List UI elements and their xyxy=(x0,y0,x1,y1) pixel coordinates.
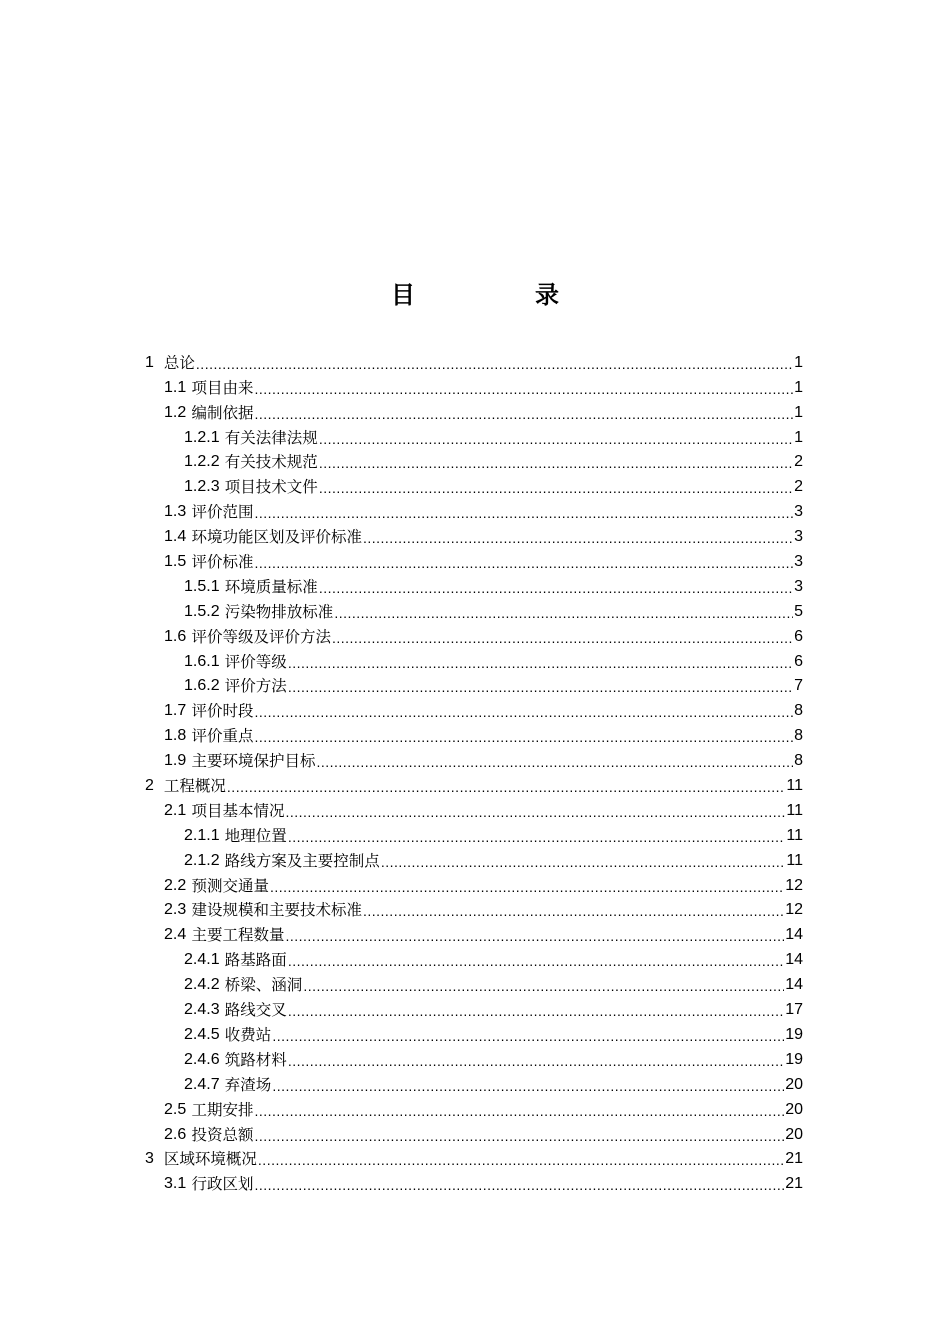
toc-entry-title: 污染物排放标准 xyxy=(224,602,334,621)
toc-entry-spacer xyxy=(220,1050,223,1070)
toc-entry-spacer xyxy=(186,1174,189,1194)
toc-entry-number: 1.2.1 xyxy=(184,428,220,446)
toc-leader-dots xyxy=(285,927,784,945)
toc-entry-number: 1.8 xyxy=(164,727,187,745)
toc-entry-page-number: 17 xyxy=(785,1001,803,1019)
toc-entry-title: 环境质量标准 xyxy=(224,577,318,596)
toc-entry-spacer xyxy=(220,477,223,497)
toc-entry-title: 工期安排 xyxy=(191,1100,254,1119)
toc-entry-level-3[interactable] xyxy=(0,572,803,597)
toc-entry-page-number: 3 xyxy=(794,577,803,595)
toc-entry-title: 主要环境保护目标 xyxy=(191,752,316,771)
toc-entry-title: 评价等级及评价方法 xyxy=(191,627,331,646)
toc-entry-spacer xyxy=(220,652,223,672)
toc-entry-title: 评价标准 xyxy=(191,553,254,572)
toc-entry-spacer xyxy=(186,527,189,547)
toc-entry-spacer xyxy=(220,676,223,696)
toc-entry-title: 评价范围 xyxy=(191,503,254,522)
toc-entry-number: 2.4.6 xyxy=(184,1050,220,1068)
toc-entry-title: 收费站 xyxy=(224,1025,272,1044)
toc-entry-number: 2.3 xyxy=(164,901,187,919)
toc-entry-title: 编制依据 xyxy=(191,403,254,422)
toc-entry-number: 2.1 xyxy=(164,801,187,819)
toc-entry-title: 主要工程数量 xyxy=(191,926,285,945)
toc-entry-level-1[interactable] xyxy=(0,1145,803,1170)
toc-entry-page-number: 20 xyxy=(785,1125,803,1143)
toc-entry-number: 2.4.3 xyxy=(184,1001,220,1019)
toc-entry-spacer xyxy=(186,552,189,572)
toc-entry-level-3[interactable] xyxy=(0,472,803,497)
toc-leader-dots xyxy=(381,853,786,871)
toc-entry-title: 有关技术规范 xyxy=(224,453,318,472)
toc-entry-number: 3.1 xyxy=(164,1175,187,1193)
toc-entry-level-2[interactable] xyxy=(0,920,803,945)
toc-leader-dots xyxy=(288,828,786,846)
toc-entry-number: 1.5.2 xyxy=(184,602,220,620)
toc-entry-page-number: 6 xyxy=(794,652,803,670)
toc-entry-number: 1.5.1 xyxy=(184,577,220,595)
toc-entry-level-2[interactable] xyxy=(0,497,803,522)
toc-entry-spacer xyxy=(186,876,189,896)
toc-entry-title: 弃渣场 xyxy=(224,1075,272,1094)
toc-leader-dots xyxy=(285,803,785,821)
toc-entry-title: 路线交叉 xyxy=(224,1001,287,1020)
toc-leader-dots xyxy=(288,952,784,970)
toc-leader-dots xyxy=(227,778,785,796)
toc-entry-number: 1.1 xyxy=(164,378,187,396)
toc-entry-title: 总论 xyxy=(163,353,195,372)
toc-entry-page-number: 14 xyxy=(785,926,803,944)
toc-entry-page-number: 1 xyxy=(794,378,803,396)
toc-leader-dots xyxy=(254,504,793,522)
toc-entry-number: 2.5 xyxy=(164,1100,187,1118)
toc-entry-level-2[interactable] xyxy=(0,522,803,547)
toc-entry-page-number: 19 xyxy=(785,1025,803,1043)
toc-leader-dots xyxy=(254,728,793,746)
toc-entry-title: 评价等级 xyxy=(224,652,287,671)
toc-leader-dots xyxy=(272,1077,784,1095)
toc-entry-page-number: 5 xyxy=(794,602,803,620)
toc-entry-title: 有关法律法规 xyxy=(224,428,318,447)
toc-entry-level-2[interactable] xyxy=(0,871,803,896)
toc-entry-page-number: 8 xyxy=(794,702,803,720)
toc-entry-number: 1.9 xyxy=(164,752,187,770)
toc-entry-level-3[interactable] xyxy=(0,970,803,995)
toc-entry-spacer xyxy=(220,1000,223,1020)
toc-leader-dots xyxy=(319,454,793,472)
toc-entry-title: 环境功能区划及评价标准 xyxy=(191,528,362,547)
toc-entry-level-3[interactable] xyxy=(0,672,803,697)
toc-entry-title: 预测交通量 xyxy=(191,876,269,895)
toc-leader-dots xyxy=(254,703,793,721)
toc-entry-number: 1.7 xyxy=(164,702,187,720)
toc-leader-dots xyxy=(319,430,793,448)
toc-leader-dots xyxy=(254,405,793,423)
toc-entry-number: 2.2 xyxy=(164,876,187,894)
toc-title: 目 录 xyxy=(391,281,607,309)
toc-entry-page-number: 21 xyxy=(785,1150,803,1168)
toc-entry-spacer xyxy=(186,701,189,721)
toc-entry-page-number: 11 xyxy=(786,826,803,844)
toc-entry-level-3[interactable] xyxy=(0,821,803,846)
toc-entry-page-number: 3 xyxy=(794,503,803,521)
toc-entry-title: 工程概况 xyxy=(163,777,226,796)
toc-entry-spacer xyxy=(220,1075,223,1095)
toc-leader-dots xyxy=(316,753,793,771)
toc-entry-number: 2.1.1 xyxy=(184,826,220,844)
toc-entry-level-3[interactable] xyxy=(0,995,803,1020)
toc-entry-title: 评价时段 xyxy=(191,702,254,721)
toc-entry-spacer xyxy=(186,378,189,398)
toc-entry-number: 2.4.1 xyxy=(184,951,220,969)
toc-entry-level-2[interactable] xyxy=(0,721,803,746)
toc-entry-level-2[interactable] xyxy=(0,622,803,647)
toc-entry-page-number: 1 xyxy=(794,428,803,446)
toc-entry-title: 建设规模和主要技术标准 xyxy=(191,901,362,920)
toc-entry-page-number: 14 xyxy=(785,976,803,994)
toc-leader-dots xyxy=(363,902,784,920)
toc-entry-page-number: 7 xyxy=(794,677,803,695)
toc-entry-page-number: 3 xyxy=(794,528,803,546)
toc-entry-number: 1.6.1 xyxy=(184,652,220,670)
toc-leader-dots xyxy=(254,1176,784,1194)
toc-entry-level-2[interactable] xyxy=(0,896,803,921)
toc-entry-spacer xyxy=(220,950,223,970)
toc-entry-level-2[interactable] xyxy=(0,1120,803,1145)
toc-entry-spacer xyxy=(220,826,223,846)
toc-entry-level-2[interactable] xyxy=(0,696,803,721)
toc-entry-spacer xyxy=(220,975,223,995)
toc-entry-level-3[interactable] xyxy=(0,448,803,473)
toc-leader-dots xyxy=(319,579,793,597)
toc-entry-number: 2.4.7 xyxy=(184,1075,220,1093)
toc-leader-dots xyxy=(288,654,793,672)
toc-entry-page-number: 1 xyxy=(794,353,803,371)
toc-entry-spacer xyxy=(186,403,189,423)
toc-entry-spacer xyxy=(186,900,189,920)
toc-entry-level-3[interactable] xyxy=(0,945,803,970)
toc-entry-page-number: 20 xyxy=(785,1100,803,1118)
toc-entry-level-2[interactable] xyxy=(0,1095,803,1120)
toc-entry-title: 路线方案及主要控制点 xyxy=(224,851,380,870)
table-of-contents xyxy=(0,348,950,1194)
toc-entry-number: 2.1.2 xyxy=(184,851,220,869)
toc-entry-title: 投资总额 xyxy=(191,1125,254,1144)
toc-entry-title: 项目技术文件 xyxy=(224,478,318,497)
toc-leader-dots xyxy=(363,529,793,547)
toc-entry-page-number: 11 xyxy=(786,801,803,819)
toc-leader-dots xyxy=(288,678,793,696)
toc-entry-page-number: 2 xyxy=(794,478,803,496)
toc-entry-level-2[interactable] xyxy=(0,1169,803,1194)
toc-entry-number: 1.4 xyxy=(164,528,187,546)
toc-entry-number: 2.4.5 xyxy=(184,1025,220,1043)
toc-entry-spacer xyxy=(186,627,189,647)
toc-entry-level-1[interactable] xyxy=(0,771,803,796)
toc-entry-title: 筑路材料 xyxy=(224,1050,287,1069)
toc-entry-title: 地理位置 xyxy=(224,826,287,845)
toc-entry-number: 2.6 xyxy=(164,1125,187,1143)
toc-entry-level-2[interactable] xyxy=(0,547,803,572)
toc-leader-dots xyxy=(288,1052,784,1070)
toc-leader-dots xyxy=(196,355,793,373)
toc-entry-page-number: 3 xyxy=(794,553,803,571)
toc-leader-dots xyxy=(319,479,793,497)
toc-entry-number: 1.2 xyxy=(164,403,187,421)
toc-entry-spacer xyxy=(186,801,189,821)
toc-entry-level-2[interactable] xyxy=(0,373,803,398)
toc-entry-title: 行政区划 xyxy=(191,1175,254,1194)
toc-entry-level-3[interactable] xyxy=(0,1045,803,1070)
toc-entry-number: 1 xyxy=(145,353,154,371)
toc-entry-level-3[interactable] xyxy=(0,597,803,622)
toc-entry-title: 评价重点 xyxy=(191,727,254,746)
toc-entry-spacer xyxy=(186,726,189,746)
toc-entry-number: 3 xyxy=(145,1150,154,1168)
toc-entry-spacer xyxy=(220,851,223,871)
toc-leader-dots xyxy=(270,878,784,896)
toc-entry-page-number: 6 xyxy=(794,627,803,645)
toc-entry-spacer xyxy=(220,1025,223,1045)
toc-entry-number: 2 xyxy=(145,777,154,795)
toc-leader-dots xyxy=(254,1102,784,1120)
toc-entry-level-2[interactable] xyxy=(0,796,803,821)
toc-entry-level-3[interactable] xyxy=(0,1070,803,1095)
toc-entry-number: 2.4.2 xyxy=(184,976,220,994)
toc-entry-number: 1.5 xyxy=(164,553,187,571)
toc-entry-spacer xyxy=(186,1100,189,1120)
toc-entry-level-3[interactable] xyxy=(0,647,803,672)
toc-entry-spacer xyxy=(186,502,189,522)
toc-entry-title: 评价方法 xyxy=(224,677,287,696)
toc-entry-spacer xyxy=(186,751,189,771)
toc-entry-number: 1.3 xyxy=(164,503,187,521)
toc-entry-title: 项目基本情况 xyxy=(191,801,285,820)
toc-entry-page-number: 21 xyxy=(785,1175,803,1193)
toc-entry-spacer xyxy=(220,602,223,622)
toc-entry-page-number: 11 xyxy=(786,851,803,869)
toc-entry-level-1[interactable] xyxy=(0,348,803,373)
toc-entry-number: 1.6.2 xyxy=(184,677,220,695)
toc-entry-page-number: 12 xyxy=(785,876,803,894)
toc-leader-dots xyxy=(303,977,784,995)
toc-entry-spacer xyxy=(186,925,189,945)
toc-leader-dots xyxy=(288,1002,784,1020)
toc-entry-title: 项目由来 xyxy=(191,378,254,397)
toc-entry-number: 1.2.3 xyxy=(184,478,220,496)
toc-entry-page-number: 2 xyxy=(794,453,803,471)
toc-entry-title: 路基路面 xyxy=(224,951,287,970)
toc-entry-level-3[interactable] xyxy=(0,846,803,871)
toc-entry-level-3[interactable] xyxy=(0,423,803,448)
toc-entry-page-number: 8 xyxy=(794,752,803,770)
toc-leader-dots xyxy=(332,629,793,647)
toc-entry-page-number: 8 xyxy=(794,727,803,745)
toc-leader-dots xyxy=(258,1151,784,1169)
toc-entry-number: 1.6 xyxy=(164,627,187,645)
toc-entry-title: 区域环境概况 xyxy=(163,1150,257,1169)
toc-entry-page-number: 1 xyxy=(794,403,803,421)
toc-entry-page-number: 11 xyxy=(786,777,803,795)
toc-leader-dots xyxy=(334,604,793,622)
toc-entry-level-2[interactable] xyxy=(0,398,803,423)
toc-entry-spacer xyxy=(220,452,223,472)
toc-entry-spacer xyxy=(186,1125,189,1145)
toc-entry-page-number: 19 xyxy=(785,1050,803,1068)
toc-entry-level-3[interactable] xyxy=(0,1020,803,1045)
toc-entry-page-number: 14 xyxy=(785,951,803,969)
toc-leader-dots xyxy=(272,1027,784,1045)
toc-entry-level-2[interactable] xyxy=(0,746,803,771)
toc-leader-dots xyxy=(254,1127,784,1145)
toc-entry-page-number: 12 xyxy=(785,901,803,919)
toc-entry-spacer xyxy=(220,577,223,597)
toc-leader-dots xyxy=(254,380,793,398)
toc-entry-number: 2.4 xyxy=(164,926,187,944)
toc-entry-title: 桥梁、涵洞 xyxy=(224,976,303,995)
toc-entry-spacer xyxy=(220,428,223,448)
toc-entry-page-number: 20 xyxy=(785,1075,803,1093)
toc-leader-dots xyxy=(254,554,793,572)
toc-entry-number: 1.2.2 xyxy=(184,453,220,471)
